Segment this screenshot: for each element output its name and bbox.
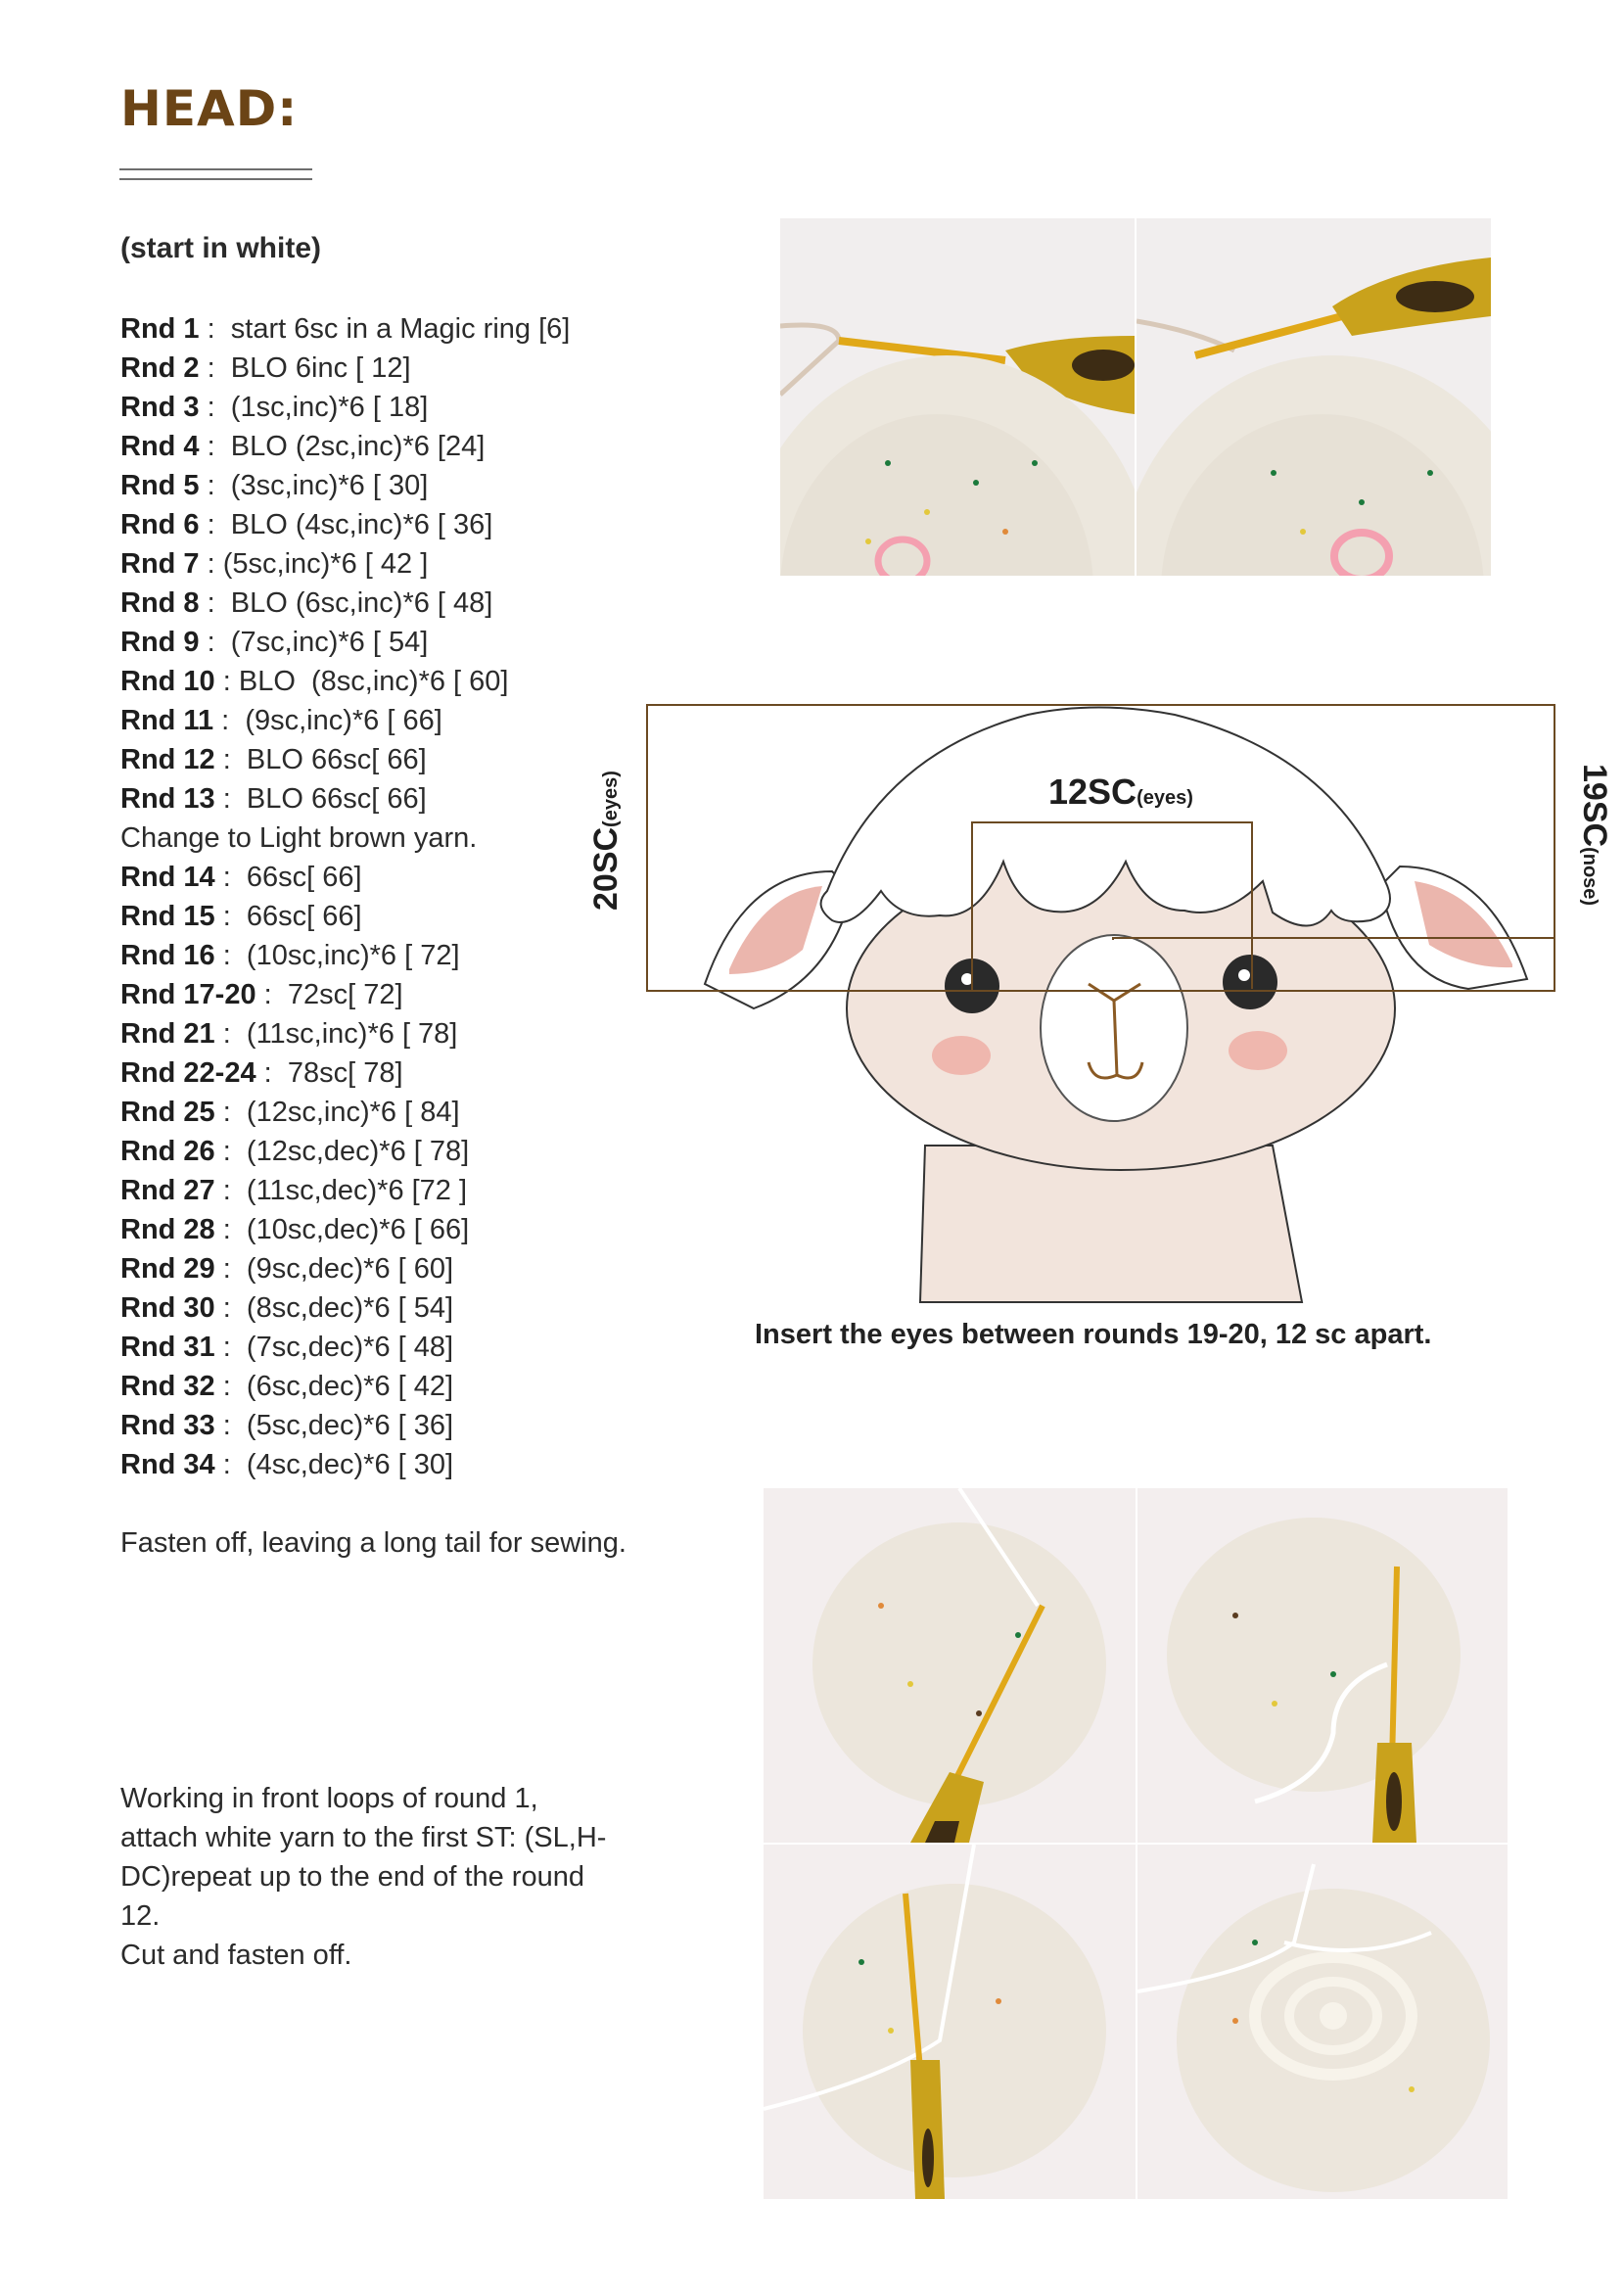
round-row: [120, 584, 570, 623]
round-instruction: (10sc,dec)*6 [ 66]: [246, 1214, 470, 1245]
trim-line: Working in front loops of round 1,: [120, 1783, 538, 1814]
round-label: Rnd 13: [120, 783, 215, 815]
round-label: Rnd 10: [120, 666, 215, 697]
round-row: [120, 975, 570, 1014]
round-separator: :: [214, 1136, 247, 1167]
round-row: [120, 1014, 570, 1053]
round-label: Rnd 34: [120, 1449, 215, 1480]
round-separator: :: [214, 940, 247, 971]
round-label: Rnd 31: [120, 1332, 215, 1363]
round-instruction: BLO (6sc,inc)*6 [ 48]: [230, 587, 493, 619]
round-separator: :: [214, 1214, 247, 1245]
round-label: Rnd 28: [120, 1214, 215, 1245]
round-label: Rnd 29: [120, 1253, 215, 1285]
photo-hook-step-1: [780, 218, 1135, 576]
round-row: [120, 1093, 570, 1132]
round-instruction: (10sc,inc)*6 [ 72]: [246, 940, 460, 971]
round-separator: :: [214, 666, 239, 697]
round-label: Rnd 21: [120, 1018, 215, 1050]
photo-hook-step-2: [1137, 218, 1491, 576]
round-instruction: 66sc[ 66]: [246, 901, 362, 932]
round-instruction: (1sc,inc)*6 [ 18]: [230, 392, 429, 423]
round-label: Rnd 9: [120, 627, 200, 658]
round-row: [120, 466, 570, 505]
round-separator: :: [199, 431, 231, 462]
round-label: Rnd 33: [120, 1410, 215, 1441]
round-label: Rnd 12: [120, 744, 215, 775]
round-row: [120, 701, 570, 740]
round-row: [120, 1053, 570, 1093]
round-instruction: (7sc,inc)*6 [ 54]: [230, 627, 429, 658]
round-separator: :: [214, 744, 247, 775]
round-row: [120, 388, 570, 427]
round-separator: :: [214, 901, 247, 932]
left-label-sub: (eyes): [600, 771, 622, 827]
round-separator: :: [199, 509, 231, 540]
round-instruction: BLO 6inc [ 12]: [230, 352, 411, 384]
round-label: Rnd 26: [120, 1136, 215, 1167]
photo-trim-step-4: [1137, 1845, 1508, 2199]
trim-line: attach white yarn to the first ST: (SL,H-: [120, 1822, 607, 1853]
round-label: Rnd 1: [120, 313, 200, 345]
round-instruction: BLO (2sc,inc)*6 [24]: [230, 431, 486, 462]
round-separator: :: [214, 1371, 247, 1402]
round-row: [120, 1249, 570, 1288]
round-row: [120, 662, 570, 701]
round-instruction: 66sc[ 66]: [246, 862, 362, 893]
round-instruction: (9sc,dec)*6 [ 60]: [246, 1253, 454, 1285]
round-row: [120, 858, 570, 897]
round-instruction: 72sc[ 72]: [287, 979, 403, 1010]
round-instruction: start 6sc in a Magic ring [6]: [230, 313, 571, 345]
round-separator: :: [214, 1097, 247, 1128]
round-instruction: (8sc,dec)*6 [ 54]: [246, 1292, 454, 1324]
page-title: HEAD:: [120, 80, 299, 137]
round-instruction: BLO 66sc[ 66]: [246, 783, 427, 815]
round-instruction: BLO (4sc,inc)*6 [ 36]: [230, 509, 493, 540]
fasten-off-text: Fasten off, leaving a long tail for sewing.: [120, 1527, 626, 1559]
title-underline-top: [119, 168, 312, 170]
top-label-main: 12SC: [1048, 772, 1137, 812]
round-separator: :: [214, 1332, 247, 1363]
round-label: Rnd 15: [120, 901, 215, 932]
round-separator: :: [214, 1449, 247, 1480]
round-separator: :: [199, 313, 231, 345]
round-row: [120, 505, 570, 544]
round-separator: :: [214, 1018, 247, 1050]
round-separator: :: [214, 862, 247, 893]
right-label-sub: (nose): [1579, 847, 1601, 907]
round-separator: :: [213, 705, 246, 736]
round-label: Rnd 5: [120, 470, 200, 501]
round-separator: :: [199, 627, 231, 658]
round-label: Rnd 14: [120, 862, 215, 893]
round-instruction: (12sc,inc)*6 [ 84]: [246, 1097, 460, 1128]
round-label: Rnd 17-20: [120, 979, 256, 1010]
round-row: [120, 1445, 570, 1484]
round-row: [120, 1406, 570, 1445]
top-label-sub: (eyes): [1137, 787, 1193, 809]
photo-trim-step-2: [1137, 1488, 1508, 1843]
round-instruction: (7sc,dec)*6 [ 48]: [246, 1332, 454, 1363]
round-instruction: Change to Light brown yarn.: [120, 822, 478, 854]
round-row: [120, 623, 570, 662]
photo-trim-step-3: [764, 1845, 1136, 2199]
round-label: Rnd 7: [120, 548, 200, 580]
round-separator: :: [214, 1410, 247, 1441]
right-dimension-label: [1575, 764, 1613, 906]
round-separator: :: [214, 1292, 247, 1324]
round-note: [120, 819, 570, 858]
round-instruction: (3sc,inc)*6 [ 30]: [230, 470, 429, 501]
round-row: [120, 1132, 570, 1171]
round-separator: :: [199, 392, 231, 423]
trim-line: Cut and fasten off.: [120, 1940, 352, 1971]
trim-line: 12.: [120, 1900, 161, 1932]
round-instruction: 78sc[ 78]: [287, 1057, 403, 1089]
round-separator: :: [214, 1175, 247, 1206]
round-instruction: (5sc,dec)*6 [ 36]: [246, 1410, 454, 1441]
round-instruction: (6sc,dec)*6 [ 42]: [246, 1371, 454, 1402]
title-underline-bottom: [119, 178, 312, 180]
right-label-main: 19SC: [1576, 764, 1613, 848]
round-row: [120, 1328, 570, 1367]
round-label: Rnd 8: [120, 587, 200, 619]
round-label: Rnd 27: [120, 1175, 215, 1206]
round-label: Rnd 30: [120, 1292, 215, 1324]
round-row: [120, 740, 570, 779]
round-label: Rnd 3: [120, 392, 200, 423]
round-separator: :: [199, 587, 231, 619]
round-instruction: (4sc,dec)*6 [ 30]: [246, 1449, 454, 1480]
top-dimension-label: [1048, 772, 1193, 813]
round-list: [120, 309, 570, 1484]
trim-instructions: [120, 1779, 606, 1975]
diagram-caption: Insert the eyes between rounds 19-20, 12 sc apart.: [755, 1319, 1432, 1350]
round-separator: :: [214, 783, 247, 815]
round-label: Rnd 6: [120, 509, 200, 540]
round-label: Rnd 22-24: [120, 1057, 256, 1089]
round-instruction: (11sc,inc)*6 [ 78]: [246, 1018, 458, 1050]
round-instruction: (11sc,dec)*6 [72 ]: [246, 1175, 468, 1206]
left-dimension-label: [587, 771, 626, 911]
round-row: [120, 1367, 570, 1406]
round-row: [120, 309, 570, 349]
round-separator: :: [214, 1253, 247, 1285]
round-separator: :: [255, 1057, 288, 1089]
round-label: Rnd 4: [120, 431, 200, 462]
round-row: [120, 779, 570, 819]
round-label: Rnd 16: [120, 940, 215, 971]
round-instruction: BLO 66sc[ 66]: [246, 744, 427, 775]
round-separator: :: [199, 352, 231, 384]
round-row: [120, 544, 570, 584]
round-row: [120, 1288, 570, 1328]
subtitle: (start in white): [120, 232, 322, 264]
round-separator: :: [199, 470, 231, 501]
round-label: Rnd 11: [120, 705, 214, 736]
round-row: [120, 427, 570, 466]
round-row: [120, 936, 570, 975]
round-label: Rnd 2: [120, 352, 200, 384]
round-row: [120, 897, 570, 936]
round-row: [120, 1171, 570, 1210]
round-instruction: (12sc,dec)*6 [ 78]: [246, 1136, 470, 1167]
round-label: Rnd 25: [120, 1097, 215, 1128]
round-row: [120, 349, 570, 388]
round-separator: :: [255, 979, 288, 1010]
round-separator: :: [199, 548, 223, 580]
round-instruction: BLO (8sc,inc)*6 [ 60]: [238, 666, 509, 697]
round-instruction: (5sc,inc)*6 [ 42 ]: [222, 548, 429, 580]
left-label-main: 20SC: [587, 826, 625, 911]
photo-trim-step-1: [764, 1488, 1136, 1843]
trim-line: DC)repeat up to the end of the round: [120, 1861, 584, 1893]
round-label: Rnd 32: [120, 1371, 215, 1402]
round-row: [120, 1210, 570, 1249]
round-instruction: (9sc,inc)*6 [ 66]: [245, 705, 442, 736]
